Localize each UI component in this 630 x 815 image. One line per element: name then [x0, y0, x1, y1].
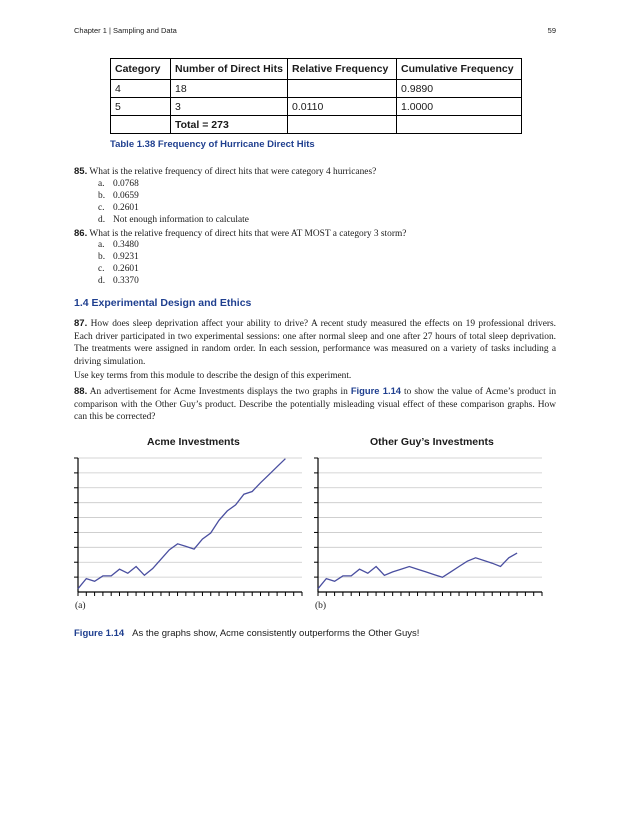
column-header: Number of Direct Hits	[171, 59, 288, 80]
other-guy-line-chart	[312, 454, 550, 600]
question-number: 87.	[74, 318, 88, 329]
table-cell	[111, 116, 171, 134]
table-cell	[288, 116, 397, 134]
table-cell: 0.0110	[288, 98, 397, 116]
panel-label: (a)	[75, 601, 86, 611]
table-cell	[397, 116, 522, 134]
acme-line-chart	[72, 454, 310, 600]
option-letter: c.	[98, 202, 105, 213]
table-header-row	[111, 59, 522, 80]
total-cell: Total = 273	[171, 116, 288, 134]
table-row	[111, 80, 522, 98]
panel-label: (b)	[315, 601, 327, 611]
column-header: Category	[111, 59, 171, 80]
page-number: 59	[547, 26, 556, 35]
figure-label: Figure 1.14	[74, 628, 125, 639]
chart-title: Other Guy’s Investments	[370, 436, 494, 448]
question-text: How does sleep deprivation affect your ability to drive? A recent study measured the effects on 19 professional drivers. Each driver participated in two experimental sessions: one after normal sleep and one after 27 hours of total sleep deprivation. The treatments were assigned in random order. In each session, performance was measured on a variety of tasks including a driving simulation.	[74, 319, 557, 367]
option-letter: d.	[98, 275, 106, 286]
table-cell: 0.9890	[397, 80, 522, 98]
table-total-row	[111, 116, 522, 134]
question-86	[74, 228, 556, 241]
section-heading: 1.4 Experimental Design and Ethics	[74, 297, 252, 309]
option-text: 0.9231	[113, 251, 139, 262]
question-text: An advertisement for Acme Investments displays the two graphs in	[89, 387, 351, 397]
option-letter: b.	[98, 190, 106, 201]
option-letter: a.	[98, 179, 105, 189]
question-86-options	[98, 240, 139, 288]
figure-caption	[74, 628, 419, 639]
question-88	[74, 385, 556, 424]
question-text: What is the relative frequency of direct hits that were AT MOST a category 3 storm?	[89, 229, 407, 239]
answer-option	[98, 264, 139, 276]
option-text: 0.0659	[113, 190, 139, 201]
option-letter: c.	[98, 263, 105, 274]
question-number: 88.	[74, 386, 88, 397]
table-cell: 3	[171, 98, 288, 116]
answer-option	[98, 215, 249, 227]
answer-option	[98, 179, 249, 191]
question-85-options	[98, 179, 249, 227]
answer-option	[98, 252, 139, 264]
chart-title: Acme Investments	[147, 436, 240, 448]
answer-option	[98, 191, 249, 203]
question-text: to show the value of Acme’s product in comparison with the Other Guy’s product. Describe the potentially misleading visual effect of these comparison graphs. How can this be corrected?	[74, 387, 557, 423]
option-text: 0.3480	[113, 240, 139, 250]
figure-caption-text: As the graphs show, Acme consistently outperforms the Other Guys!	[132, 628, 420, 639]
option-letter: a.	[98, 240, 105, 250]
answer-option	[98, 203, 249, 215]
table-cell: 18	[171, 80, 288, 98]
question-text: What is the relative frequency of direct hits that were category 4 hurricanes?	[89, 167, 377, 177]
option-text: 0.3370	[113, 275, 139, 286]
question-87-followup: Use key terms from this module to describe the design of this experiment.	[74, 371, 352, 381]
series-line	[318, 553, 517, 589]
answer-option	[98, 276, 139, 288]
figure-reference-link[interactable]: Figure 1.14	[350, 385, 402, 396]
question-number: 85.	[74, 166, 88, 177]
table-cell: 4	[111, 80, 171, 98]
running-header: Chapter 1 | Sampling and Data	[74, 26, 177, 35]
table-cell	[288, 80, 397, 98]
option-letter: d.	[98, 214, 106, 225]
column-header: Relative Frequency	[288, 59, 397, 80]
question-85	[74, 166, 556, 179]
question-87	[74, 318, 556, 368]
option-text: 0.2601	[113, 202, 139, 213]
option-text: 0.2601	[113, 263, 139, 274]
table-caption: Table 1.38 Frequency of Hurricane Direct Hits	[110, 139, 315, 150]
frequency-table	[110, 58, 522, 134]
table-cell: 1.0000	[397, 98, 522, 116]
column-header: Cumulative Frequency	[397, 59, 522, 80]
table-cell: 5	[111, 98, 171, 116]
table-row	[111, 98, 522, 116]
option-letter: b.	[98, 251, 106, 262]
series-line	[78, 459, 285, 589]
option-text: Not enough information to calculate	[113, 214, 249, 225]
option-text: 0.0768	[113, 179, 139, 189]
question-number: 86.	[74, 228, 88, 239]
answer-option	[98, 240, 139, 252]
